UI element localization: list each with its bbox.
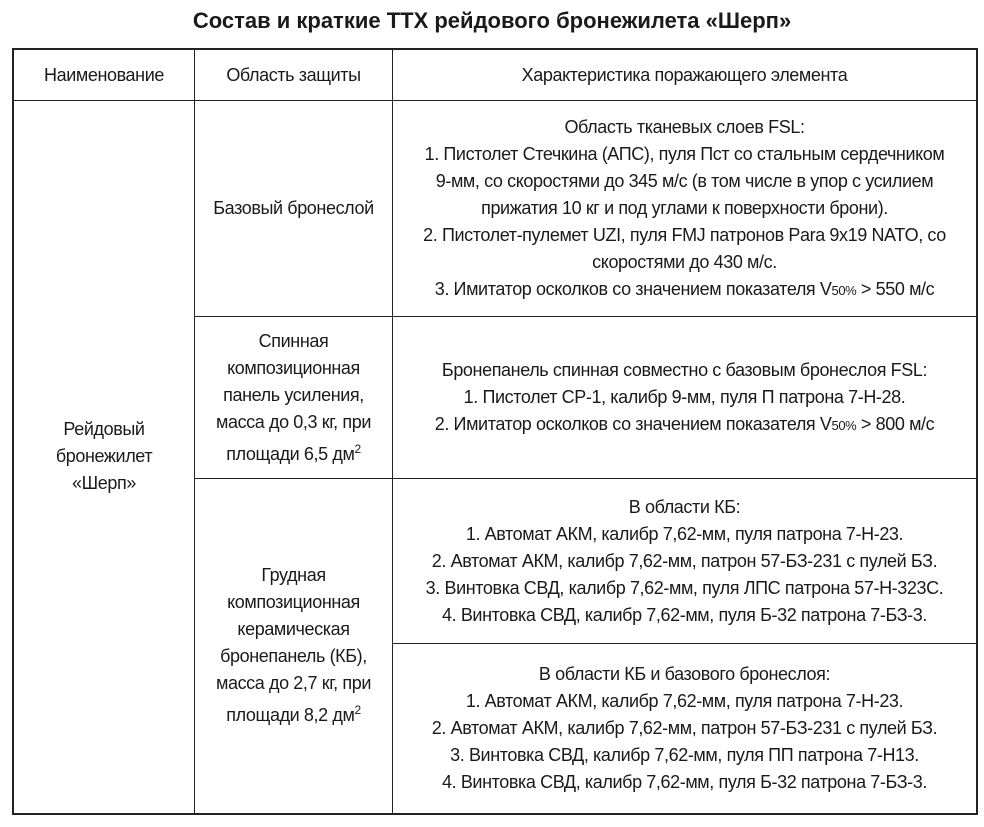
line-text: 2. Имитатор осколков со значением показателя V <box>434 413 832 434</box>
characteristic-cell <box>393 317 978 479</box>
area-line: бронепанель (КБ), <box>220 646 367 667</box>
text-line: В области КБ и базового бронеслоя: <box>538 663 831 684</box>
area-cell <box>195 317 393 479</box>
area-line: масса до 2,7 кг, при <box>216 673 371 694</box>
area-cell <box>195 101 393 317</box>
text-line <box>397 411 972 439</box>
name-line: Рейдовый <box>63 419 145 440</box>
text-line <box>397 276 972 304</box>
text-line: 1. Пистолет СР-1, калибр 9-мм, пуля П патрона 7-Н-28. <box>463 386 906 407</box>
area-text: площади 6,5 дм <box>226 443 355 464</box>
header-name: Наименование <box>13 49 195 101</box>
text-line: 9-мм, со скоростями до 345 м/с (в том числе в упор с усилием <box>435 170 934 191</box>
characteristic-cell <box>393 101 978 317</box>
area-line: панель усиления, <box>223 384 364 405</box>
area-line: Базовый бронеслой <box>213 198 374 218</box>
characteristic-cell <box>393 644 978 814</box>
area-line: композиционная <box>227 357 360 378</box>
characteristic-cell <box>393 479 978 644</box>
area-line: Грудная <box>261 565 326 586</box>
text-line: скоростями до 430 м/с. <box>592 251 777 272</box>
area-line: Спинная <box>258 330 329 351</box>
line-text: 3. Имитатор осколков со значением показателя V <box>434 278 832 299</box>
text-line: Область тканевых слоев FSL: <box>564 116 805 137</box>
area-line <box>199 436 388 468</box>
name-line: бронежилет <box>55 446 153 467</box>
text-line: 1. Автомат АКМ, калибр 7,62-мм, пуля патрона 7-Н-23. <box>465 690 904 711</box>
table-row <box>13 101 977 317</box>
text-line: 2. Пистолет-пулемет UZI, пуля FMJ патронов Para 9x19 NATO, со <box>423 224 946 245</box>
text-line: В области КБ: <box>628 496 741 517</box>
text-line: 3. Винтовка СВД, калибр 7,62-мм, пуля ПП патрона 7-Н13. <box>450 744 919 765</box>
area-line: керамическая <box>237 619 350 640</box>
line-text: > 800 м/с <box>856 413 935 434</box>
header-area: Область защиты <box>195 49 393 101</box>
area-line: масса до 0,3 кг, при <box>216 411 371 432</box>
v50-subscript: 50% <box>831 417 857 433</box>
area-line <box>199 697 388 729</box>
v50-subscript: 50% <box>831 282 857 298</box>
area-cell <box>195 479 393 814</box>
text-line: 1. Пистолет Стечкина (АПС), пуля Пст со стальным сердечником <box>424 143 945 164</box>
header-row <box>13 49 977 101</box>
line-text: > 550 м/с <box>856 278 935 299</box>
name-line: «Шерп» <box>72 473 136 494</box>
page-title: Состав и краткие ТТХ рейдового бронежилета «Шерп» <box>192 8 792 33</box>
text-line: Бронепанель спинная совместно с базовым бронеслоя FSL: <box>441 359 928 380</box>
header-characteristic: Характеристика поражающего элемента <box>393 49 978 101</box>
item-name-cell <box>13 101 195 814</box>
text-line: 4. Винтовка СВД, калибр 7,62-мм, пуля Б-32 патрона 7-БЗ-3. <box>442 771 927 792</box>
text-line: 3. Винтовка СВД, калибр 7,62-мм, пуля ЛПС патрона 57-Н-323С. <box>425 577 944 598</box>
text-line: прижатия 10 кг и под углами к поверхности брони). <box>481 197 888 218</box>
superscript: 2 <box>354 703 361 718</box>
specs-table <box>12 48 978 815</box>
text-line: 4. Винтовка СВД, калибр 7,62-мм, пуля Б-32 патрона 7-БЗ-3. <box>442 604 927 625</box>
text-line: 1. Автомат АКМ, калибр 7,62-мм, пуля патрона 7-Н-23. <box>465 523 904 544</box>
text-line: 2. Автомат АКМ, калибр 7,62-мм, патрон 57-БЗ-231 с пулей БЗ. <box>431 550 938 571</box>
text-line: 2. Автомат АКМ, калибр 7,62-мм, патрон 57-БЗ-231 с пулей БЗ. <box>431 717 938 738</box>
area-text: площади 8,2 дм <box>226 705 355 726</box>
area-line: композиционная <box>227 592 360 613</box>
superscript: 2 <box>354 441 361 456</box>
